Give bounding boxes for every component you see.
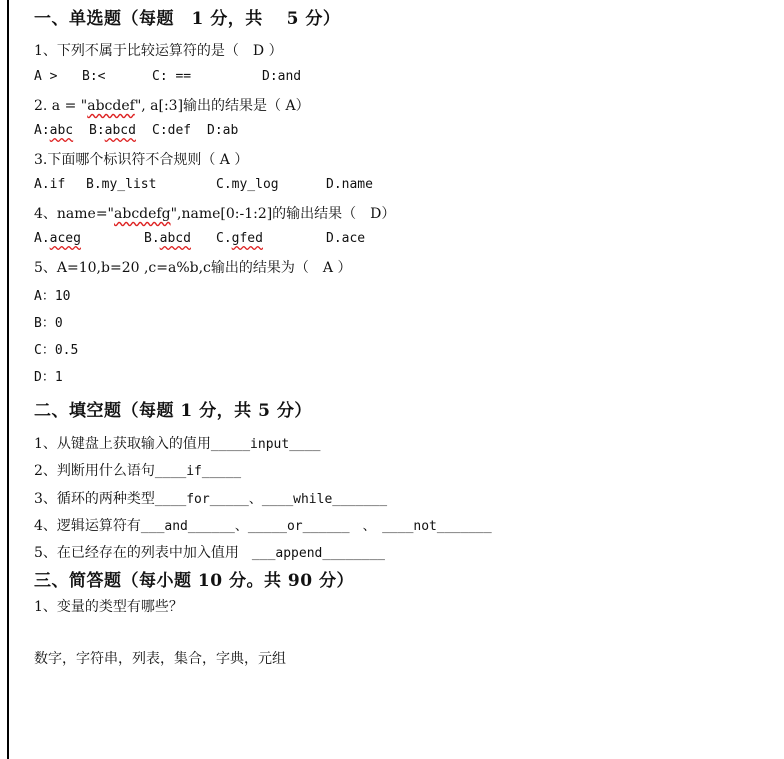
q4-stem-suffix: ",name[0:-1:2]的输出结果（ D）	[170, 206, 396, 222]
q5-stem: 5、A=10,b=20 ,c=a%b,c输出的结果为（ A ）	[34, 260, 352, 276]
q4-stem-word: abcdefg	[114, 206, 171, 222]
short-answer-answer-1: 数字，字符串，列表，集合，字典，元组	[34, 651, 286, 667]
q4-stem	[34, 203, 395, 223]
fill-item-4	[34, 515, 492, 535]
q1-option-d: D:and	[262, 69, 302, 84]
q5-option-a: A：10	[34, 289, 71, 304]
q2-stem-word: abcdef	[87, 98, 135, 114]
q3-stem: 3.下面哪个标识符不合规则（ A ）	[34, 152, 249, 168]
q5-option-d: D：1	[34, 370, 63, 385]
q1-option-a: A >	[34, 69, 58, 84]
q4-option-c-label: C.	[216, 231, 232, 246]
q1-option-b: B:<	[82, 69, 106, 84]
q1-stem: 1、下列不属于比较运算符的是（ D ）	[34, 43, 283, 59]
q2-option-a	[34, 123, 73, 138]
section1-title: 一、单选题（每题 1 分，共 5 分）	[34, 9, 341, 29]
fill-item-3	[34, 488, 387, 508]
q4-option-d: D.ace	[326, 231, 366, 246]
q3-option-a: A.if	[34, 177, 66, 192]
q4-option-a-label: A.	[34, 231, 50, 246]
q5-option-c: C：0.5	[34, 343, 79, 358]
q2-option-a-word: abc	[49, 123, 74, 138]
q4-option-b-label: B.	[144, 231, 160, 246]
q4-option-b	[144, 231, 191, 246]
fill-item-2	[34, 460, 241, 480]
fill-item-4-answer: ___and______、_____or______ 、 ____not_______	[140, 519, 492, 534]
q2-option-a-label: A:	[34, 123, 50, 138]
q4-option-c-word: gfed	[231, 231, 263, 246]
q4-option-a	[34, 231, 81, 246]
q1-option-c: C: ==	[152, 69, 192, 84]
fill-item-2-answer: ____if_____	[154, 464, 242, 479]
q3-option-d: D.name	[326, 177, 373, 192]
q5-option-b: B：0	[34, 316, 63, 331]
q4-option-a-word: aceg	[49, 231, 81, 246]
q3-option-c: C.my_log	[216, 177, 279, 192]
q2-stem	[34, 95, 310, 115]
fill-item-1-stem: 1、从键盘上获取输入的值用	[34, 436, 211, 452]
fill-item-1	[34, 433, 321, 453]
q3-option-b: B.my_list	[86, 177, 157, 192]
q4-option-c	[216, 231, 263, 246]
q2-option-b-label: B:	[89, 123, 105, 138]
fill-item-3-stem: 3、循环的两种类型	[34, 491, 155, 507]
fill-item-5	[34, 542, 385, 562]
fill-item-2-stem: 2、判断用什么语句	[34, 463, 155, 479]
fill-item-5-stem: 5、在已经存在的列表中加入值用	[34, 545, 239, 561]
q2-option-d: D:ab	[207, 123, 239, 138]
q2-option-b	[89, 123, 136, 138]
q2-stem-suffix: ", a[:3]输出的结果是（ A）	[134, 98, 310, 114]
section2-title: 二、填空题（每题 1 分，共 5 分）	[34, 401, 312, 421]
fill-item-5-answer: ___append________	[238, 546, 385, 561]
section3-title: 三、简答题（每小题 10 分。共 90 分）	[34, 571, 354, 591]
left-margin-rule	[7, 0, 9, 759]
q2-option-b-word: abcd	[104, 123, 136, 138]
fill-item-4-stem: 4、逻辑运算符有	[34, 518, 141, 534]
short-answer-question-1: 1、变量的类型有哪些？	[34, 599, 183, 615]
fill-item-3-answer: ____for_____、____while_______	[154, 492, 388, 507]
q4-option-b-word: abcd	[159, 231, 191, 246]
q2-stem-prefix: 2. a = "	[34, 98, 88, 114]
q2-option-c: C:def	[152, 123, 192, 138]
fill-item-1-answer: _____input____	[210, 437, 321, 452]
q4-stem-prefix: 4、name="	[34, 206, 115, 222]
